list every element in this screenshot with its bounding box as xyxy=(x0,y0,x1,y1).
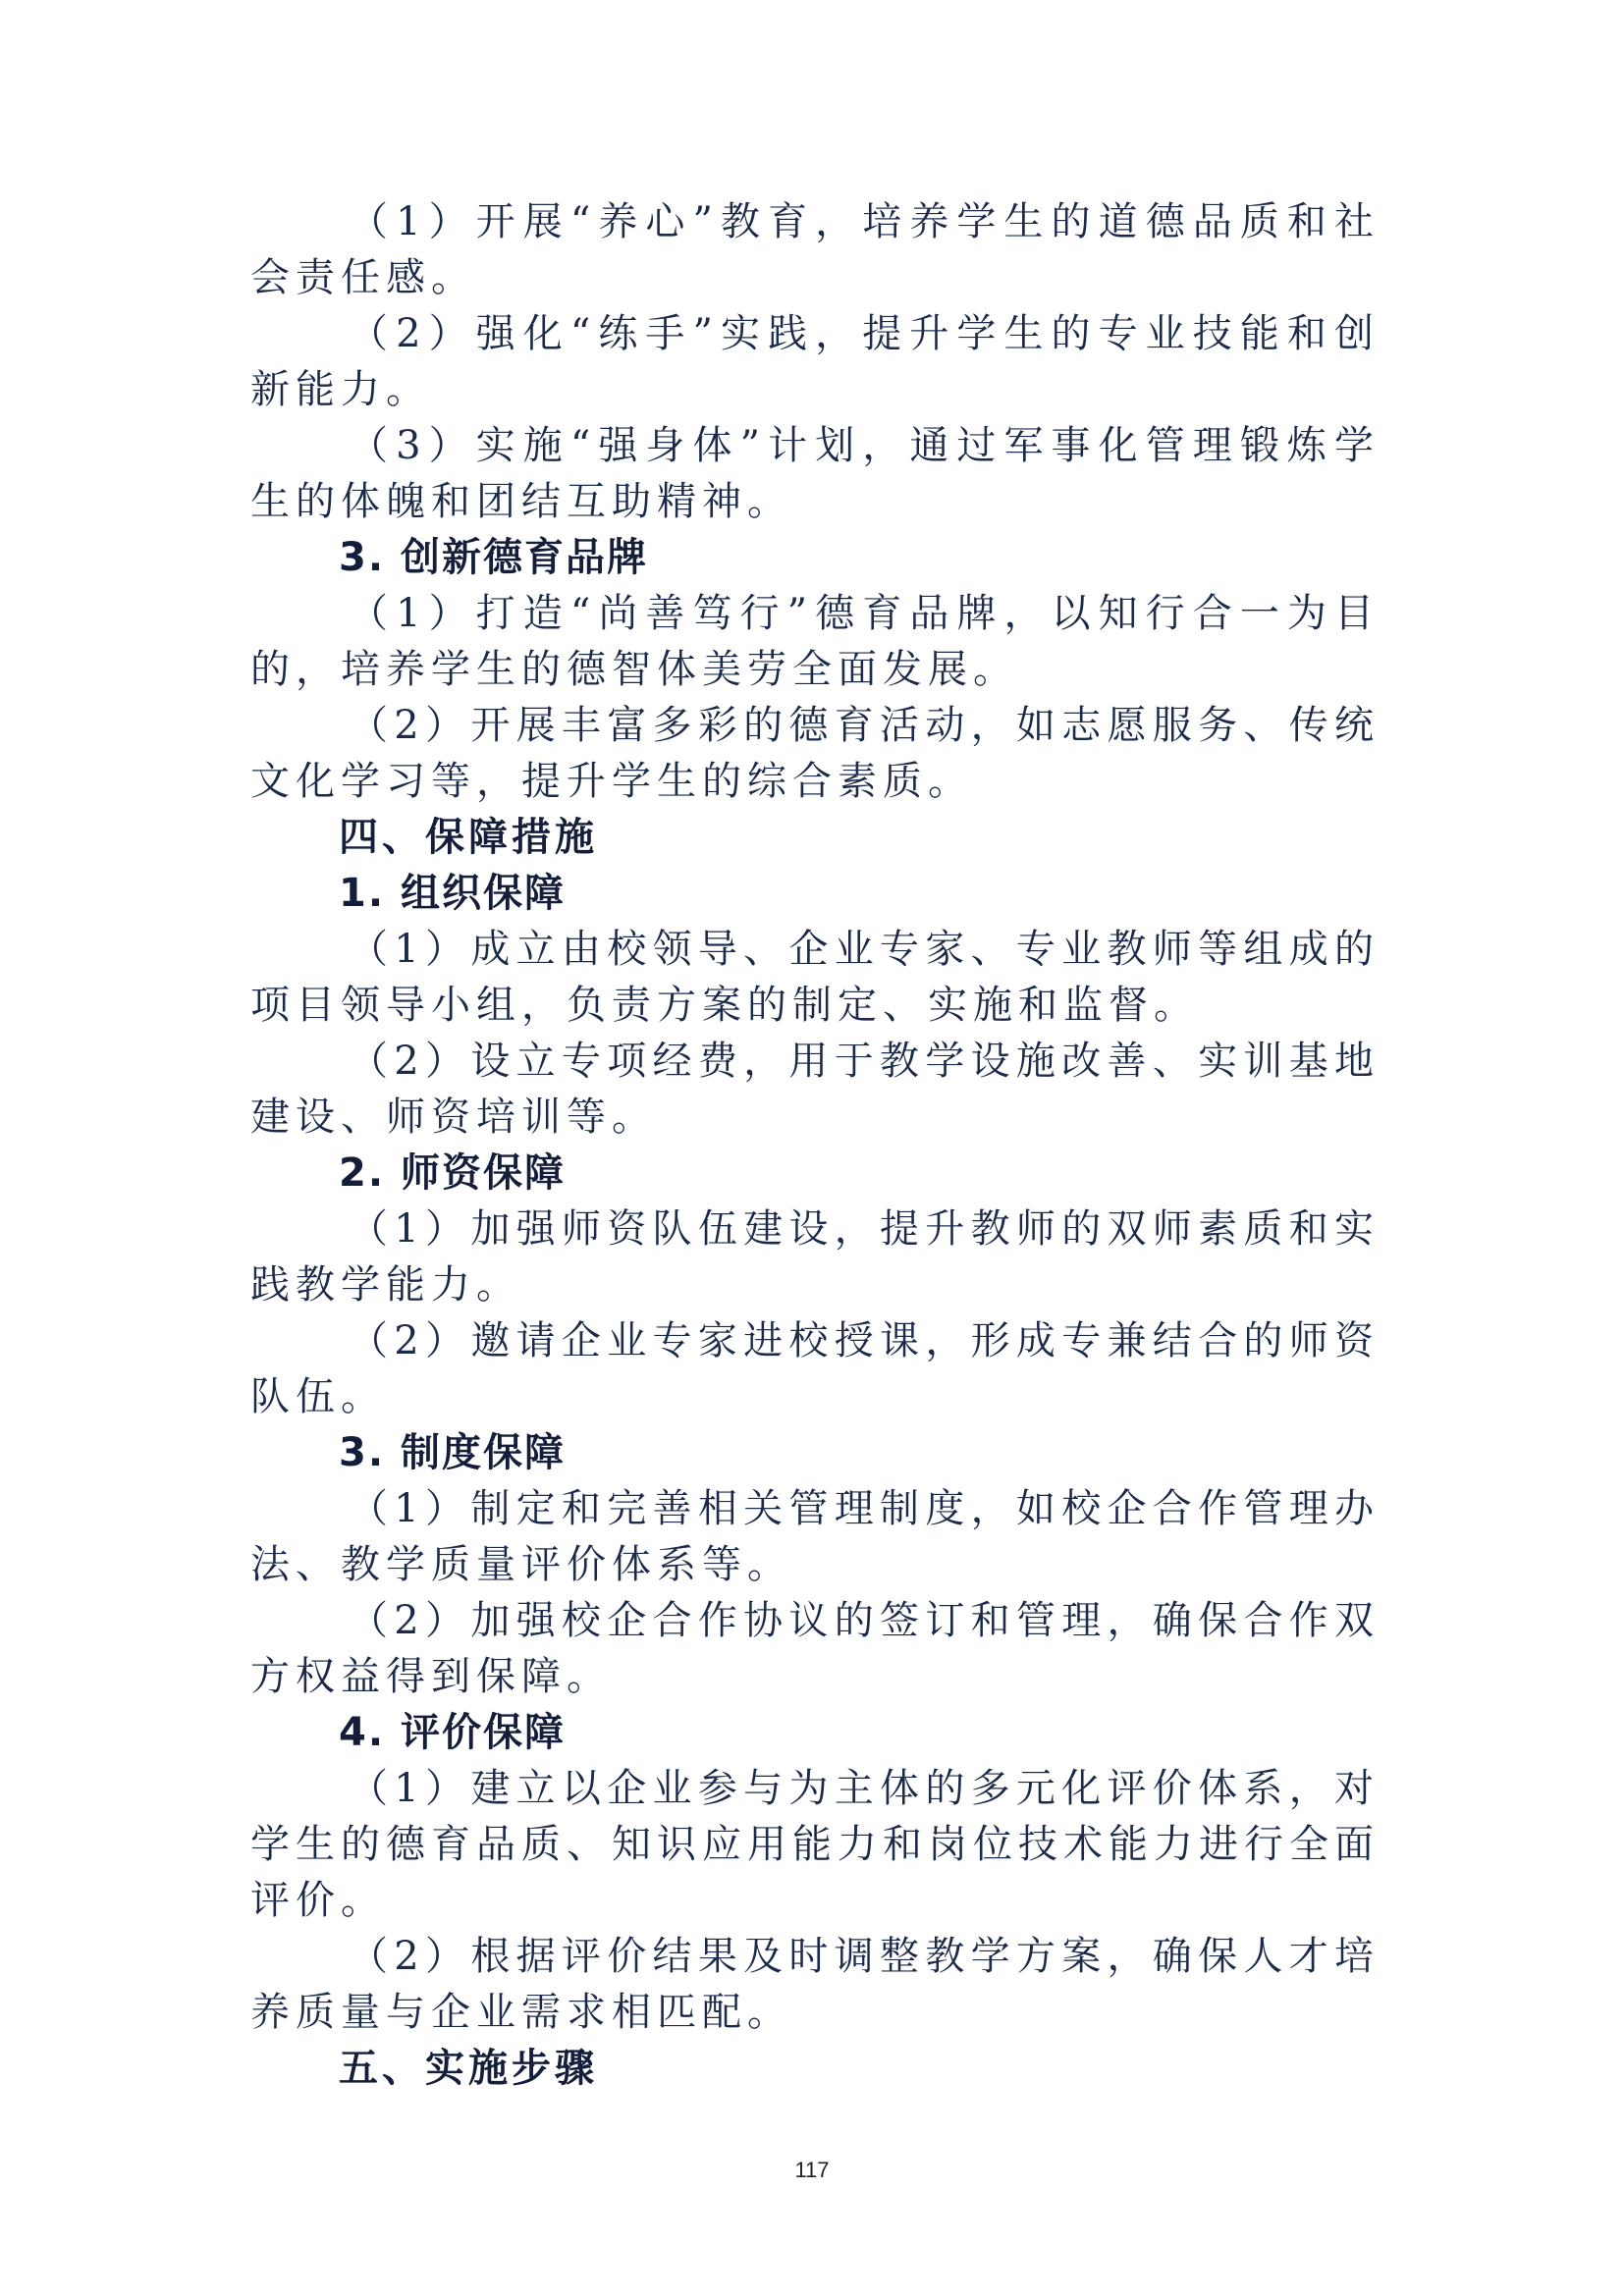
page-number: 117 xyxy=(794,2158,830,2182)
heading-teachers: 2. 师资保障 xyxy=(339,1150,566,1196)
heading-system: 3. 制度保障 xyxy=(339,1430,566,1475)
paragraph-special-funds: （2）设立专项经费，用于教学设施改善、实训基地建设、师资培训等。 xyxy=(250,1039,1380,1140)
paragraph-invite-experts: （2）邀请企业专家进校授课，形成专兼结合的师资队伍。 xyxy=(250,1318,1380,1419)
paragraph-regulations: （1）制定和完善相关管理制度，如校企合作管理办法、教学质量评价体系等。 xyxy=(250,1486,1380,1587)
paragraph-evaluation-system: （1）建立以企业参与为主体的多元化评价体系，对学生的德育品质、知识应用能力和岗位技术能力进行全面评价。 xyxy=(250,1766,1380,1923)
paragraph-teacher-team: （1）加强师资队伍建设，提升教师的双师素质和实践教学能力。 xyxy=(250,1206,1380,1308)
paragraph-physical-plan: （3）实施“强身体”计划，通过军事化管理锻炼学生的体魄和团结互助精神。 xyxy=(250,423,1380,524)
paragraph-activities: （2）开展丰富多彩的德育活动，如志愿服务、传统文化学习等，提升学生的综合素质。 xyxy=(250,703,1380,804)
section-title-steps: 五、实施步骤 xyxy=(339,2046,598,2091)
heading-moral-brand: 3. 创新德育品牌 xyxy=(339,535,648,580)
paragraph-leadership-group: （1）成立由校领导、企业专家、专业教师等组成的项目领导小组，负责方案的制定、实施和监督。 xyxy=(250,927,1380,1028)
paragraph-agreements: （2）加强校企合作协议的签订和管理，确保合作双方权益得到保障。 xyxy=(250,1598,1380,1699)
paragraph-adjust-plan: （2）根据评价结果及时调整教学方案，确保人才培养质量与企业需求相匹配。 xyxy=(250,1934,1380,2035)
paragraph-practice: （2）强化“练手”实践，提升学生的专业技能和创新能力。 xyxy=(250,311,1380,412)
heading-organization: 1. 组织保障 xyxy=(339,871,566,916)
paragraph-brand: （1）打造“尚善笃行”德育品牌，以知行合一为目的，培养学生的德智体美劳全面发展。 xyxy=(250,591,1380,692)
section-title-safeguards: 四、保障措施 xyxy=(339,815,598,860)
paragraph-moral-education: （1）开展“养心”教育，培养学生的道德品质和社会责任感。 xyxy=(250,199,1380,300)
heading-evaluation: 4. 评价保障 xyxy=(339,1710,566,1755)
page-content xyxy=(250,194,1380,2097)
